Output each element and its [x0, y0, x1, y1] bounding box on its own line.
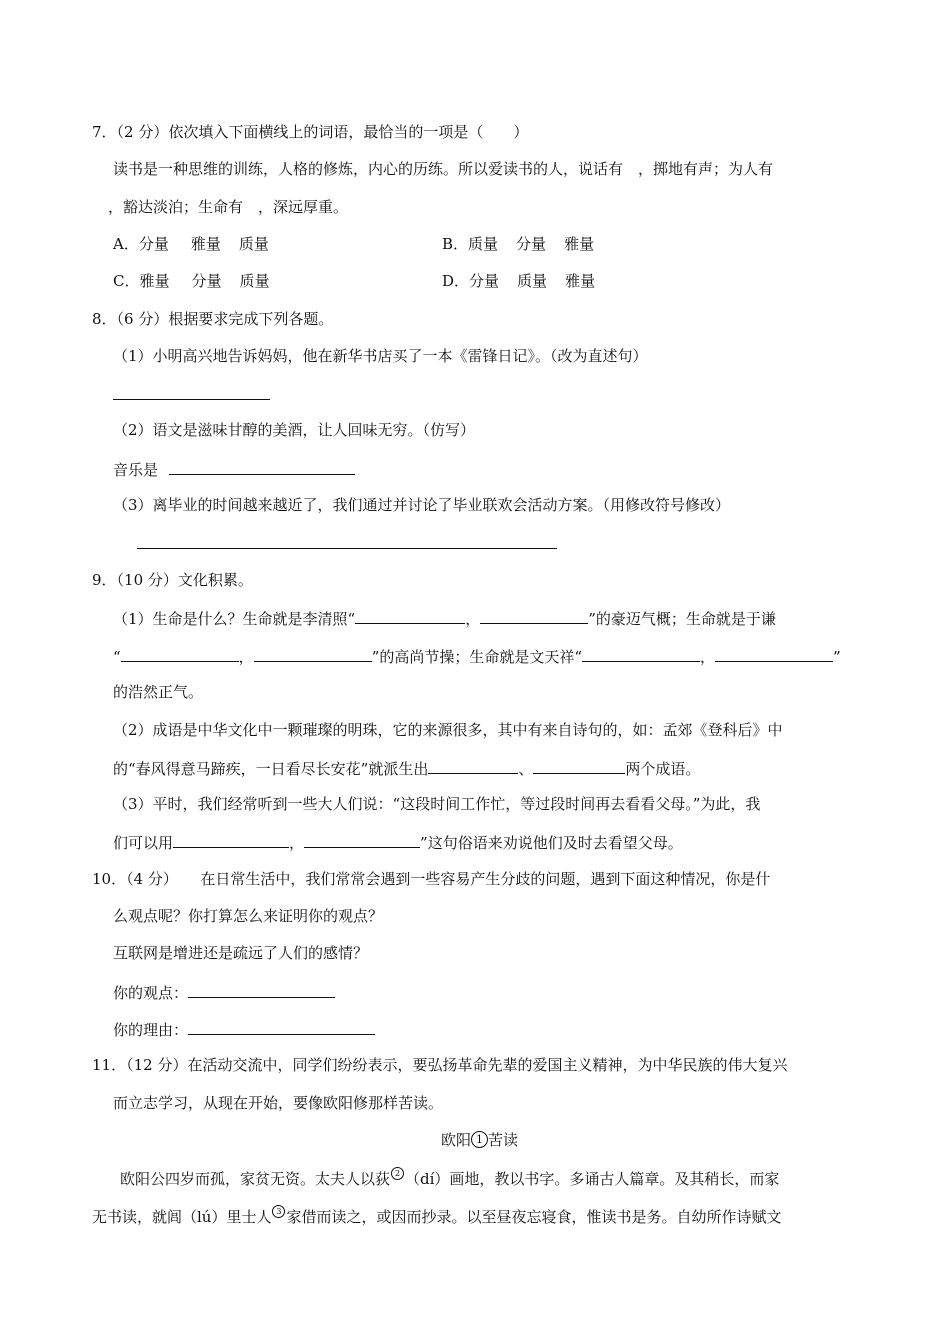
option-word: 质量 [239, 272, 270, 290]
option-label: C． [113, 272, 140, 290]
q8-sub2-blank[interactable] [169, 458, 355, 475]
q9-s3-line2 [113, 831, 683, 853]
text: 、 [518, 760, 534, 778]
text: ， [289, 834, 305, 852]
text: 无书读，就闾（lú）里士人 [92, 1208, 272, 1226]
q10-line2: 么观点呢？你打算怎么来证明你的观点？ [113, 907, 384, 925]
option-word: 雅量 [190, 235, 221, 253]
q7-text-line2: ，豁达淡泊；生命有 ，深远厚重。 [108, 198, 349, 216]
option-label: A． [113, 235, 139, 253]
text: 欧阳 [441, 1131, 472, 1149]
q8-sub3-answer[interactable] [137, 532, 557, 554]
blank[interactable] [121, 645, 239, 662]
q8-sub2-answer-row [113, 458, 355, 480]
blank[interactable] [254, 645, 372, 662]
q10-title: 10．（4 分） 在日常生活中，我们常常会遇到一些容易产生分歧的问题，遇到下面这种情况，你是什 [92, 870, 771, 888]
text: ”这句俗语来劝说他们及时去看望父母。 [420, 834, 683, 852]
q9-s3-line1: （3）平时，我们经常听到一些大人们说：“这段时间工作忙，等过段时间再去看看父母。”为此，我 [113, 795, 761, 813]
text: ” [833, 648, 841, 666]
q9-s1-line3: 的浩然正气。 [113, 683, 204, 701]
text: ”的高尚节操；生命就是文天祥“ [371, 648, 583, 666]
blank[interactable] [173, 831, 289, 848]
q11-line2: 而立志学习，从现在开始，要像欧阳修那样苦读。 [113, 1094, 444, 1112]
q8-title: 8．（6 分）根据要求完成下列各题。 [92, 310, 334, 328]
q9-s1-line1 [113, 607, 776, 629]
option-word: 雅量 [565, 272, 596, 290]
blank[interactable] [428, 757, 518, 774]
text: ”的豪迈气概；生命就是于谦 [588, 610, 776, 628]
q9-s2-line2 [113, 757, 700, 779]
text: ， [465, 610, 481, 628]
q7-option-c[interactable] [113, 271, 270, 291]
text: 苦读 [488, 1131, 519, 1149]
q10-view-blank[interactable] [188, 981, 335, 998]
q8-sub3: （3）离毕业的时间越来越近了，我们通过并讨论了毕业联欢会活动方案。（用修改符号修改） [113, 496, 731, 514]
text: ， [238, 648, 254, 666]
blank[interactable] [533, 757, 625, 774]
footnote-marker: 1 [471, 1131, 488, 1148]
q10-topic: 互联网是增进还是疏远了人们的感情？ [113, 944, 369, 962]
option-word: 质量 [468, 235, 499, 253]
q10-reason-blank[interactable] [188, 1018, 375, 1035]
option-word: 分量 [516, 235, 547, 253]
option-word: 质量 [517, 272, 548, 290]
option-label: B． [442, 235, 469, 253]
q7-option-b[interactable] [442, 234, 594, 254]
text: 欧阳公四岁而孤，家贫无资。太夫人以荻 [120, 1170, 391, 1188]
q7-option-d[interactable] [442, 271, 595, 291]
text: （1）生命是什么？生命就是李清照“ [113, 610, 356, 628]
option-label: D． [442, 272, 470, 290]
passage-line2 [92, 1205, 781, 1227]
option-word: 质量 [238, 235, 269, 253]
blank[interactable] [582, 645, 700, 662]
text: 们可以用 [113, 834, 174, 852]
q7-option-a[interactable] [113, 234, 269, 254]
q10-reason-label: 你的理由： [113, 1021, 189, 1039]
footnote-marker: 2 [391, 1167, 404, 1180]
q8-sub1: （1）小明高兴地告诉妈妈，他在新华书店买了一本《雷锋日记》。（改为直述句） [113, 347, 648, 365]
text: ， [700, 648, 716, 666]
passage-title [441, 1130, 518, 1150]
q8-sub2: （2）语文是滋味甘醇的美酒，让人回味无穷。（仿写） [113, 421, 476, 439]
option-word: 分量 [138, 235, 169, 253]
passage-line1 [120, 1167, 779, 1189]
option-word: 雅量 [564, 235, 595, 253]
blank[interactable] [480, 607, 588, 624]
q10-view-label: 你的观点： [113, 984, 189, 1002]
text: 的“春风得意马蹄疾，一日看尽长安花”就派生出 [113, 760, 429, 778]
text: 两个成语。 [625, 760, 701, 778]
q8-sub2-prefix: 音乐是 [113, 461, 159, 479]
q9-s1-line2 [113, 645, 841, 667]
text: “ [113, 648, 121, 666]
option-word: 分量 [469, 272, 500, 290]
q9-s2-line1: （2）成语是中华文化中一颗璀璨的明珠，它的来源很多，其中有来自诗句的，如：孟郊《登科后》中 [113, 721, 783, 739]
option-word: 分量 [191, 272, 222, 290]
option-word: 雅量 [139, 272, 170, 290]
q8-sub1-answer[interactable] [113, 383, 270, 405]
q10-reason-row [113, 1018, 375, 1040]
q7-title: 7．（2 分）依次填入下面横线上的词语，最恰当的一项是（ ） [92, 123, 529, 141]
text: 家借而读之，或因而抄录。以至昼夜忘寝食，惟读书是务。自幼所作诗赋文 [286, 1208, 782, 1226]
q9-title: 9．（10 分）文化积累。 [92, 571, 253, 589]
q7-text-line1: 读书是一种思维的训练，人格的修炼，内心的历练。所以爱读书的人，说话有 ，掷地有声；为人有 [113, 160, 774, 178]
q11-title: 11．（12 分）在活动交流中，同学们纷纷表示，要弘扬革命先辈的爱国主义精神，为中华民族的伟大复兴 [92, 1056, 788, 1074]
footnote-marker: 3 [272, 1205, 285, 1218]
blank[interactable] [715, 645, 833, 662]
blank[interactable] [355, 607, 465, 624]
blank[interactable] [304, 831, 420, 848]
q10-view-row [113, 981, 335, 1003]
text: （dí）画地，教以书字。多诵古人篇章。及其稍长，而家 [405, 1170, 780, 1188]
